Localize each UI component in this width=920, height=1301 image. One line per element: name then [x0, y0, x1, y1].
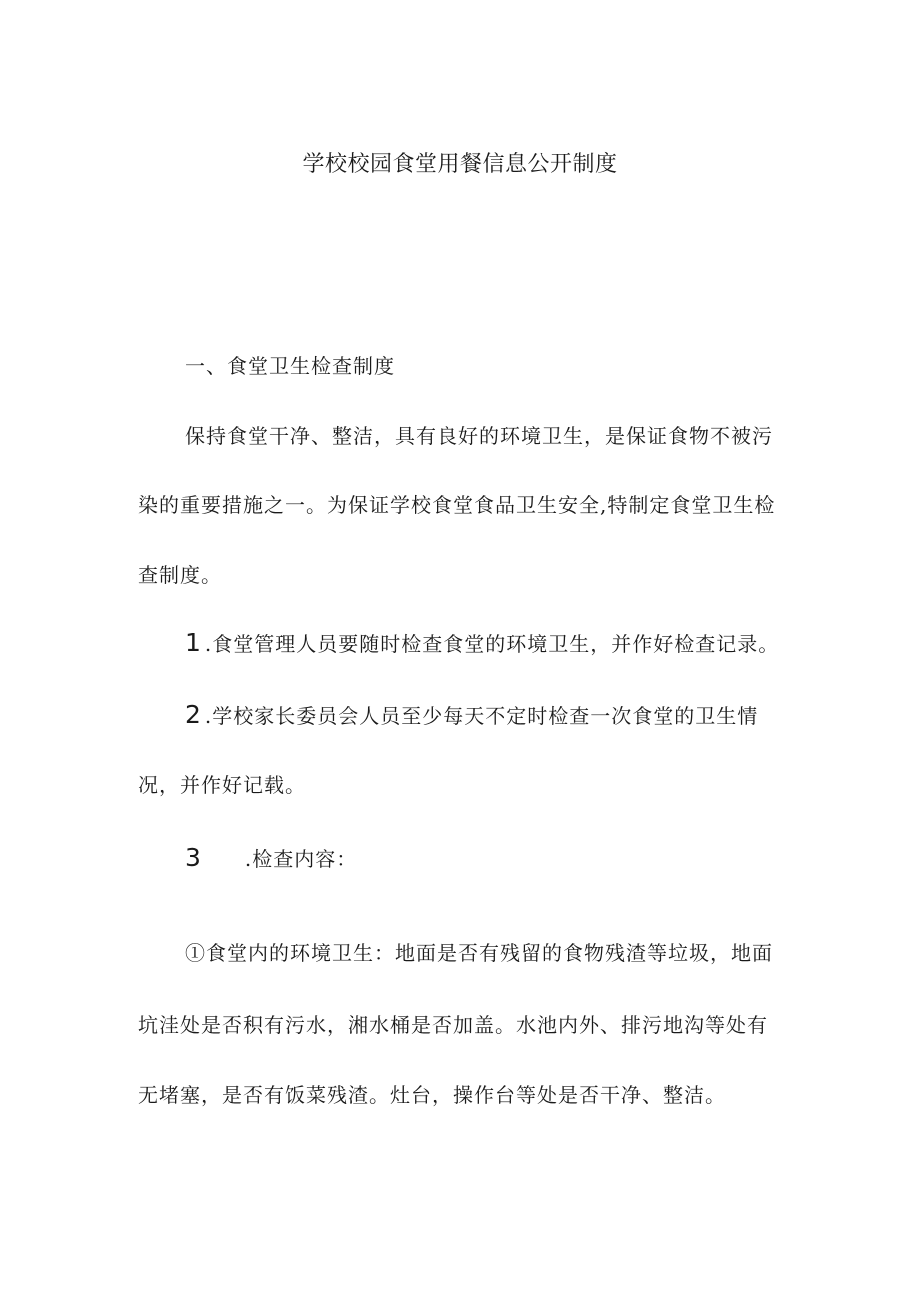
page-title: 学校校园食堂用餐信息公开制度 — [302, 152, 618, 177]
content-line-2: 坑洼处是否积有污水，湘水桶是否加盖。水池内外、排污地沟等处有 — [138, 1013, 768, 1037]
list-item-number: 2 — [185, 700, 201, 729]
list-item-3 — [185, 843, 357, 874]
list-item-number: 3 — [185, 843, 201, 872]
list-item-2-continuation: 况，并作好记载。 — [138, 773, 306, 797]
content-line-3: 无堵塞，是否有饭菜残渣。灶台，操作台等处是否干净、整洁。 — [138, 1083, 726, 1107]
list-item-text: .学校家长委员会人员至少每天不定时检查一次食堂的卫生情 — [204, 704, 759, 728]
intro-line-3: 查制度。 — [138, 563, 222, 587]
list-item-text: .检查内容： — [244, 847, 358, 871]
content-line-1: ①食堂内的环境卫生：地面是否有残留的食物残渣等垃圾，地面 — [185, 941, 773, 965]
list-item-2 — [185, 700, 758, 731]
section-heading: 一、食堂卫生检查制度 — [185, 354, 395, 378]
intro-line-2: 染的重要措施之一。为保证学校食堂食品卫生安全,特制定食堂卫生检 — [138, 493, 776, 517]
intro-line-1: 保持食堂干净、整洁，具有良好的环境卫生，是保证食物不被污 — [185, 424, 773, 448]
list-item-1 — [185, 628, 779, 659]
list-item-number: 1 — [185, 628, 201, 657]
list-item-text: .食堂管理人员要随时检查食堂的环境卫生，并作好检查记录。 — [204, 632, 780, 656]
